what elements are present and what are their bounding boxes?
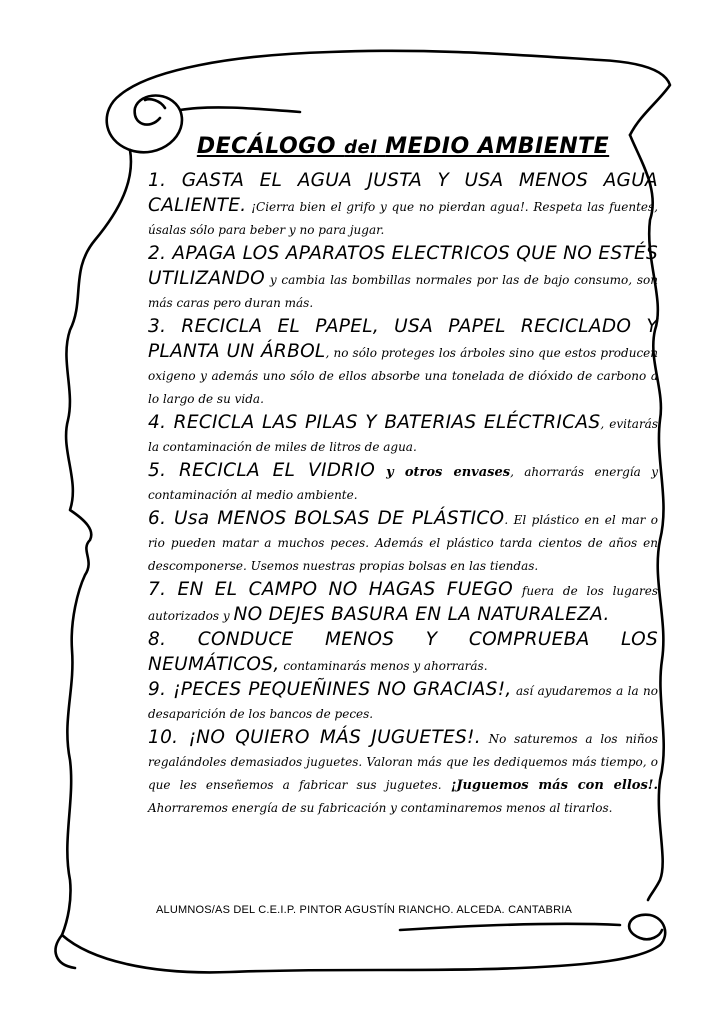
rule-7-text: fuera de los lugares autorizados y — [148, 584, 658, 623]
rule-9-heading: 9. ¡PECES PEQUEÑINES NO GRACIAS!, — [148, 679, 512, 700]
rule-3-text: , no sólo proteges los árboles sino que estos producen oxigeno y además uno sólo de ellos absorbe una tonelada de dióxido de carbono a lo largo de su vida. — [148, 346, 658, 406]
rule-3-heading: 3. RECICLA EL PAPEL, USA PAPEL RECICLADO Y PLANTA UN ÁRBOL — [148, 316, 658, 362]
scroll-left-edge — [62, 150, 131, 935]
rule-4-heading: 4. RECICLA LAS PILAS Y BATERIAS ELÉCTRICAS — [148, 412, 601, 433]
rule-9-text: así ayudaremos a la no desaparición de los bancos de peces. — [148, 684, 658, 721]
rule-1-text: ¡Cierra bien el grifo y que no pierdan agua!. Respeta las fuentes, úsalas sólo para beber y no para jugar. — [148, 200, 658, 237]
title-rest: MEDIO AMBIENTE — [385, 134, 610, 159]
rule-10-heading: 10. ¡NO QUIERO MÁS JUGUETES!. — [148, 727, 481, 748]
rule-7-heading-2: NO DEJES BASURA EN LA NATURALEZA. — [233, 604, 610, 625]
title-main: DECÁLOGO — [196, 134, 336, 159]
rule-4 — [148, 411, 658, 459]
rule-4-text: , evitarás la contaminación de miles de litros de agua. — [148, 417, 658, 454]
title-connector: del — [344, 137, 377, 158]
rule-10-emphasis: ¡Juguemos más con ellos!. — [450, 778, 658, 793]
rule-6 — [148, 507, 658, 578]
rule-10-text: No saturemos a los niños regalándoles demasiados juguetes. Valoran más que les dediquemos más tiempo, o que les enseñemos a fabricar sus juguetes. — [148, 732, 659, 792]
rule-5-emphasis: y otros envases — [375, 465, 511, 480]
page-title — [148, 134, 658, 159]
rule-9 — [148, 678, 658, 726]
rule-5-text: , ahorrarás energía y contaminación al medio ambiente. — [148, 465, 658, 502]
rule-7 — [148, 578, 658, 628]
rule-5 — [148, 459, 658, 507]
rule-10-text-2: Ahorraremos energía de su fabricación y contaminaremos menos al tirarlos. — [148, 801, 613, 815]
rule-6-heading: MENOS BOLSAS DE PLÁSTICO — [217, 508, 505, 529]
rule-6-lead: 6. Usa — [148, 508, 218, 529]
rule-3 — [148, 315, 658, 411]
rule-6-text: . El plástico en el mar o rio pueden matar a muchos peces. Además el plástico tarda cientos de años en descomponerse. Usemos nuestras propias bolsas en las tiendas. — [148, 513, 659, 573]
rule-1 — [148, 169, 658, 242]
rule-2-text: y cambia las bombillas normales por las de bajo consumo, son más caras pero duran más. — [148, 273, 658, 310]
scroll-top-roll — [120, 51, 670, 135]
rule-1-heading: 1. GASTA EL AGUA JUSTA Y USA MENOS AGUA CALIENTE. — [148, 170, 658, 216]
school-credit-footer: ALUMNOS/AS DEL C.E.I.P. PINTOR AGUSTÍN RIANCHO. ALCEDA. CANTABRIA — [155, 904, 573, 916]
scroll-content — [148, 128, 658, 820]
rule-8-text: contaminarás menos y ahorrarás. — [279, 659, 488, 673]
rule-2-heading: 2. APAGA LOS APARATOS ELECTRICOS QUE NO ESTÉS UTILIZANDO — [148, 243, 659, 289]
rule-8-heading: 8. CONDUCE MENOS Y COMPRUEBA LOS NEUMÁTICOS, — [148, 629, 658, 675]
rule-5-heading: 5. RECICLA EL VIDRIO — [148, 460, 376, 481]
rule-8 — [148, 628, 658, 678]
rule-10 — [148, 726, 658, 820]
rule-7-heading: 7. EN EL CAMPO NO HAGAS FUEGO — [148, 579, 514, 600]
rule-2 — [148, 242, 658, 315]
